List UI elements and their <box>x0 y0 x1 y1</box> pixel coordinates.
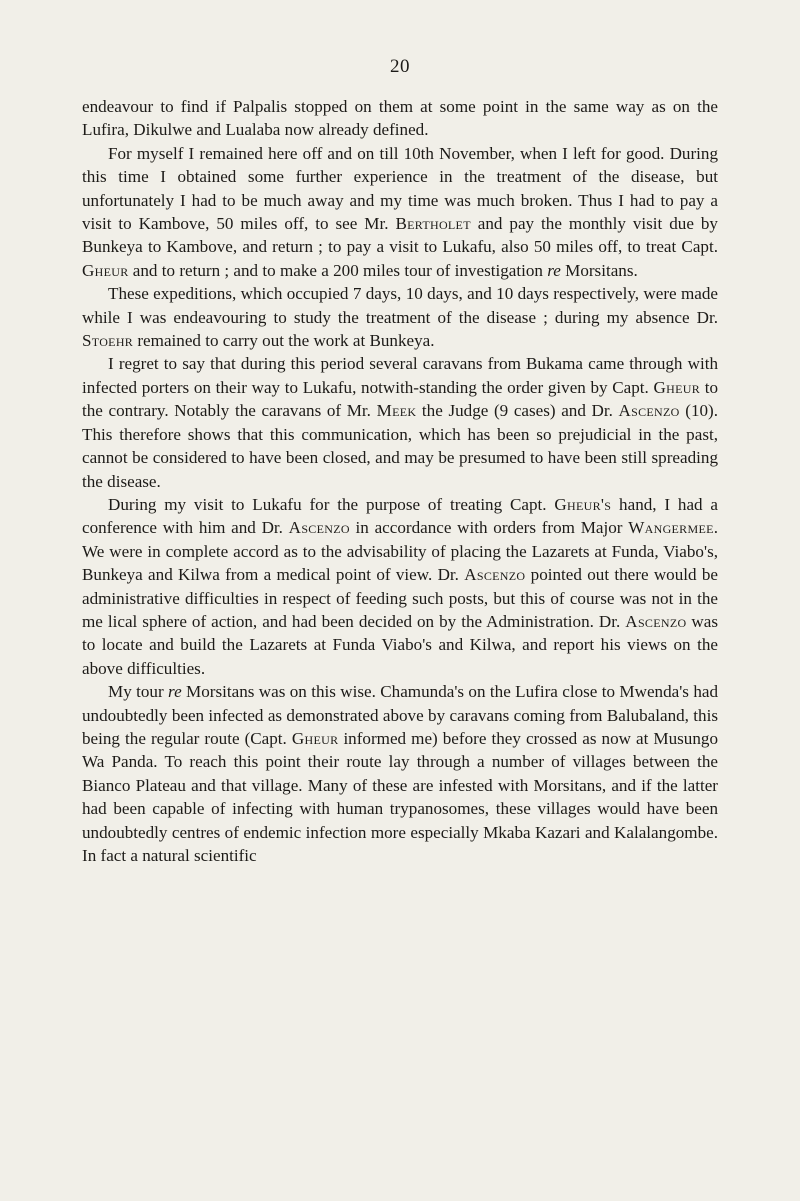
small-caps-name: Ascenzo <box>618 401 680 421</box>
text-run: remained to carry out the work at Bunkeya. <box>133 331 435 351</box>
paragraph <box>82 352 718 492</box>
text-run: and to return ; and to make a 200 miles tour of investigation <box>128 260 548 280</box>
paragraph <box>82 282 718 352</box>
text-run: Morsitans. <box>560 260 638 280</box>
text-run: hand, I had a conference with him and Dr. <box>82 494 718 538</box>
small-caps-name: Gheur <box>653 377 701 397</box>
text-run: the Judge (9 cases) and Dr. <box>416 401 619 421</box>
small-caps-name: Gheur's <box>554 494 612 514</box>
text-run: I regret to say that during this period several caravans from Bukama came through with infected porters on their way to Lukafu, notwith-standing the order given by Capt. <box>82 354 718 397</box>
text-run: Morsitans was on this wise. Chamunda's on the Lufira close to Mwenda's had undoubtedly been infected as demonstrated above by caravans coming from Balubaland, this being the regular route (Capt. <box>82 682 719 748</box>
small-caps-name: Bertholet <box>395 214 471 234</box>
text-run: to the contrary. Notably the caravans of Mr. <box>82 377 718 421</box>
paragraph <box>82 142 718 282</box>
text-run: was to locate and build the Lazarets at Funda Viabo's and Kilwa, and report his views on the above difficulties. <box>82 611 719 678</box>
small-caps-name: Wangermee <box>628 518 714 538</box>
small-caps-name: Ascenzo <box>625 611 687 631</box>
text-run: During my visit to Lukafu for the purpose of treating Capt. <box>108 494 555 514</box>
text-run: These expeditions, which occupied 7 days, 10 days, and 10 days respectively, were made while I was endeavouring to study the treatment of the disease ; during my absence Dr. <box>82 284 718 327</box>
small-caps-name: Gheur <box>82 260 129 280</box>
italic-text: re <box>168 682 182 702</box>
text-run: pointed out there would be administrative difficulties in respect of feeding such posts, but this of course was not in the me lical sphere of action, and had been decided on by the Administration. Dr. <box>82 565 718 631</box>
paragraph <box>82 493 718 680</box>
paragraph <box>82 95 718 142</box>
text-run: (10). This therefore shows that this communication, which has been so prejudicial in the past, cannot be considered to have been closed, and may be presumed to have been still spreading the disease. <box>82 401 719 491</box>
small-caps-name: Stoehr <box>82 331 134 351</box>
small-caps-name: Meek <box>376 401 417 421</box>
text-run: informed me) before they crossed as now at Musungo Wa Panda. To reach this point their route lay through a number of villages between the Bianco Plateau and that village. Many of these are infested with Morsitans, and if the latter had been capable of infecting with human trypanosomes, these villages would have been undoubtedly centres of endemic infection more especially Mkaba Kazari and Kalalangombe. In fact a natural scientific <box>82 728 718 865</box>
small-caps-name: Gheur <box>291 728 339 748</box>
page-number: 20 <box>390 56 410 77</box>
small-caps-name: Ascenzo <box>288 518 350 538</box>
text-run: My tour <box>108 682 169 702</box>
text-run: For myself I remained here off and on till 10th November, when I left for good. During this time I obtained some further experience in the treatment of the disease, but unfortunately I had to be much away and my time was much broken. Thus I had to pay a visit to Kambove, 50 miles off, to see Mr. <box>82 143 718 234</box>
text-run: . We were in complete accord as to the advisability of placing the Lazarets at Funda, Viabo's, Bunkeya and Kilwa from a medical point of view. Dr. <box>82 518 718 585</box>
paragraph <box>82 680 718 867</box>
body-text <box>82 95 718 867</box>
italic-text: re <box>547 260 561 280</box>
text-run: and pay the monthly visit due by Bunkeya to Kambove, and return ; to pay a visit to Lukafu, also 50 miles off, to treat Capt. <box>82 214 718 257</box>
text-run: in accordance with orders from Major <box>349 518 629 538</box>
small-caps-name: Ascenzo <box>464 565 526 585</box>
text-run: endeavour to find if Palpalis stopped on them at some point in the same way as on the Lufira, Dikulwe and Lualaba now already defined. <box>82 97 718 140</box>
